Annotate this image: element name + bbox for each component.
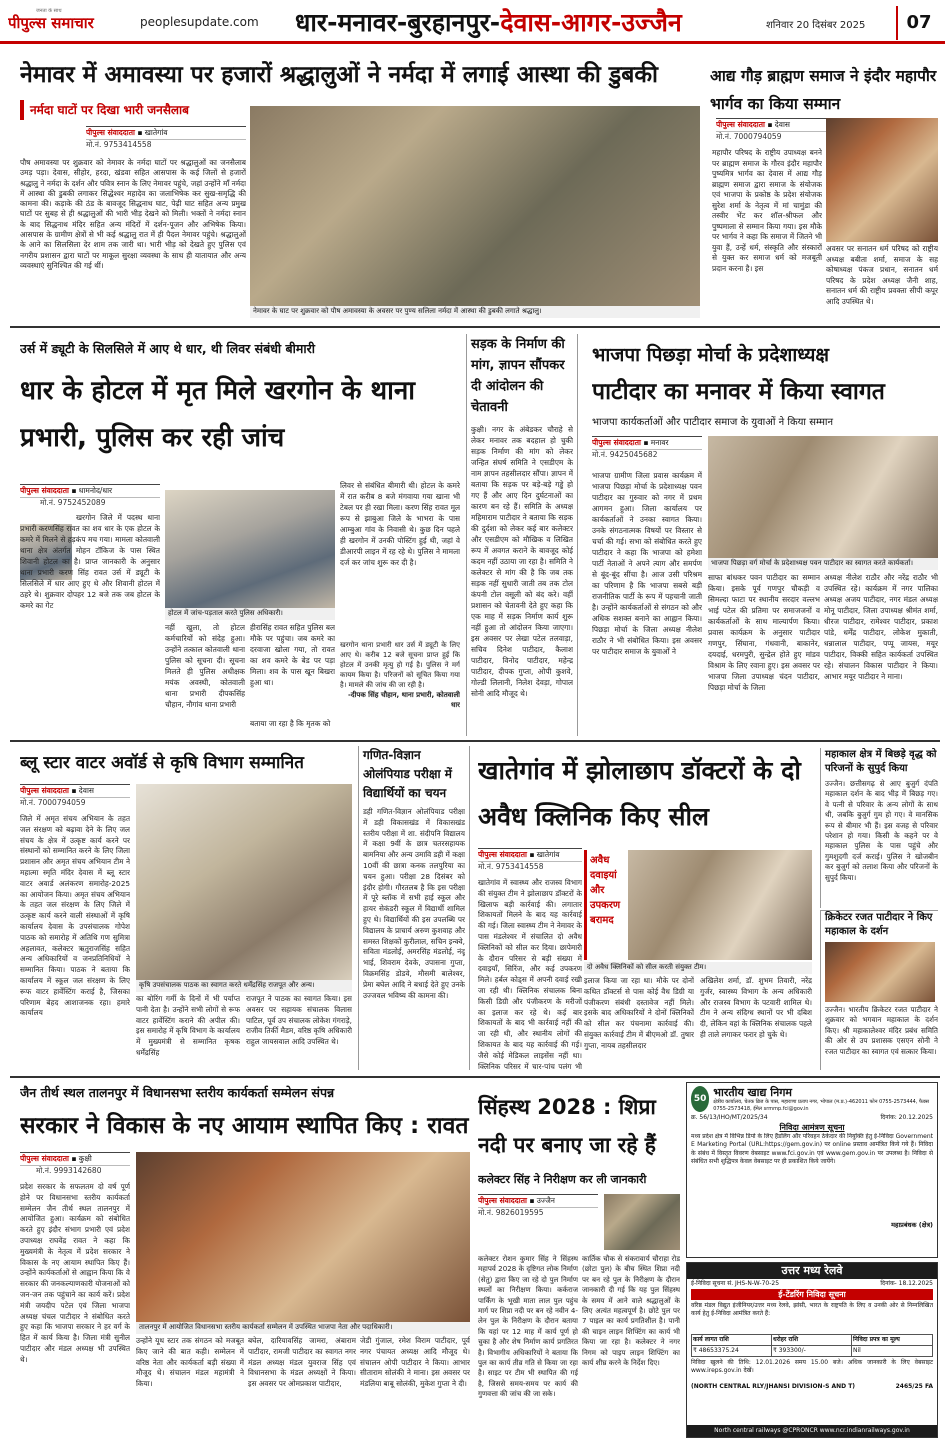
a4-headline: सड़क के निर्माण की मांग, ज्ञापन सौंपकर दी आंदोलन की चेतावनी: [471, 337, 565, 415]
a2-byline: पीपुल्स संवाददाता ▪ देवास: [716, 118, 826, 132]
a3-headline: धार के होटल में मृत मिले खरगोन के थाना प्रभारी, पुलिस कर रही जांच: [20, 376, 416, 453]
a3-caption: होटल में जांच-पड़ताल करते पुलिस अधिकारी।: [165, 608, 335, 620]
logo-tag: जनता के साथ: [36, 8, 62, 14]
a12-photo: [604, 1194, 680, 1250]
a11-kicker: जैन तीर्थ स्थल तालनपुर में विधानसभा स्तरीय कार्यकर्ता सम्मेलन संपन्न: [20, 1085, 335, 1100]
a2-phone: मो.नं. 7000794059: [716, 132, 782, 141]
a2-photo: [826, 118, 938, 242]
ad-railway-code: 2465/25 FA: [895, 1383, 933, 1390]
a8-byline: पीपुल्स संवाददाता ▪ खातेगांव: [478, 848, 582, 862]
a4-body: कुक्षी। नगर के अंबेडकर चौराहे से लेकर मनावर तक बदहाल हो चुकी सड़क निर्माण की मांग को लेकर जन्हित संघर्ष समिति ने एसडीएम के नाम ज्ञापन तहसीलदार सौंपा। ज्ञापन में बताया कि सड़क पर बड़े-बड़े गड्ढे हो गए हैं और आए दिन दुर्घटनाओं का कारण बन रहे हैं। समिति के अध्यक्ष महिमाराम पाटीदार ने बताया कि सड़क की दुर्दशा को लेकर कई बार कलेक्टर और एसडीएम को मौखिक व लिखित रूप में अवगत कराने के बावजूद कोई कदम नहीं उठाया जा रहा है। समिति ने कलेक्टर से मांग की है कि जब तक सड़क नहीं सुधारी जाती तब तक टोल कंपनी टोल वसूली को बंद करे। वहीं प्रशासन को चेतावनी देते हुए कहा कि एक माह में सड़क निर्माण कार्य शुरू नहीं हुआ तो आंदोलन किया जाएगा। इस अवसर पर लेखा पटेल तलवाड़ा, सचिव दिनेश पाटीदार, कैलाश पाटीदार, विनोद पाटीदार, महेन्द्र पाटीदार, दीपक गुप्ता, ओपी कुशवे, गोल्डी लिलानी, निलेश देवड़ा, गोपाल सोनी आदि मौजूद थे।: [471, 425, 573, 698]
ad-railway-refline: [687, 1279, 937, 1289]
a1-byline-name: पीपुल्स संवाददाता: [86, 128, 135, 137]
a8-byline-name: पीपुल्स संवाददाता: [478, 850, 527, 859]
a1-headline: नेमावर में अमावस्या पर हजारों श्रद्धालुओं ने नर्मदा में लगाई आस्था की डुबकी: [20, 62, 658, 88]
ad-railway-title: उत्तर मध्य रेलवे: [687, 1263, 937, 1279]
a3-byline: पीपुल्स संवाददाता ▪ धामनोद/धार: [20, 484, 160, 498]
a10-photo: [825, 942, 935, 1002]
a3-photo-hotel: [165, 490, 335, 608]
a1-phone: मो.नं. 9753414558: [86, 140, 152, 149]
a5-subhead: भाजपा कार्यकर्ताओं और पाटीदार समाज के युवाओं ने किया सम्मान: [592, 417, 834, 428]
a5-byline-place: मनावर: [650, 438, 669, 447]
a8-caption: दो अवैध क्लिनिकों को सील करती संयुक्त टीम।: [584, 962, 812, 974]
a12-byline-name: पीपुल्स संवाददाता: [478, 1196, 527, 1205]
masthead: [0, 0, 945, 44]
fci-logo-icon: 50: [691, 1086, 709, 1112]
ad-fci-ref: क्र. 56/13/IHO/MT/2025/34: [691, 1114, 768, 1121]
a9-headline: महाकाल क्षेत्र में बिछड़े वृद्ध को परिजनों के सुपुर्द किया: [825, 749, 937, 774]
a12-byline-place: उज्जैन: [536, 1196, 555, 1205]
a1-body: पौष अमावस्या पर शुक्रवार को नेमावर के नर्मदा घाटों पर श्रद्धालुओं का जनसैलाब उमड़ पड़ा। देवास, सीहोर, हरदा, खंडवा सहित आसपास के कई जिलों से हजारों श्रद्धालु ने नर्मदा के दर्शन और पवित्र स्नान के लिए नेमावर पहुंचे, जहां उन्होंने माँ नर्मदा में आस्था की डुबकी लगाकर सिद्धेश्वर महादेव का जलाभिषेक कर सुख-समृद्धि की कामना की। कड़ाके की ठंड के बावजूद सिद्धनाथ घाट, पेढ़ी घाट सहित अन्य प्रमुख घाटों पर सुबह से ही श्रद्धालुओं की भारी भीड़ देखने को मिली। भक्तों ने नर्मदा स्नान के बाद सिद्धनाथ मंदिर सहित अन्य मंदिरों में दर्शन-पूजन और अभिषेक किया। आसपास के ग्रामीण क्षेत्रों से भी कई श्रद्धालु रात में ही पैदल नेमावर पहुंचे। श्रद्धालुओं के आने का सिलसिला देर शाम तक जारी था। भारी भीड़ को देखते हुए पुलिस एवं नगरीय प्रशासन द्वारा घाटों पर माकूल सुरक्षा व्यवस्था के साथ ही यातायात और अन्य व्यवस्थाएं सुनिश्चित की गई थीं।: [20, 158, 246, 270]
issue-date: शनिवार 20 दिसंबर 2025: [766, 20, 866, 31]
ad-railway-col-emd: धरोहर राशि: [772, 1335, 852, 1346]
a11-headline: सरकार ने विकास के नए आयाम स्थापित किए : रावत: [20, 1113, 469, 1139]
a1-byline-place: खातेगांव: [144, 128, 168, 137]
a1-subhead: नर्मदा घाटों पर दिखा भारी जनसैलाब: [20, 100, 245, 120]
a2-body-2: अवसर पर सनातन धर्म परिषद को राष्ट्रीय अध्यक्ष बबीता शर्मा, समाज के सह कोषाध्यक्ष पंकज प्रधान, सनातन धर्म परिषद के प्रदेश अध्यक्ष जैनी शाह, सनातन धर्म की राष्ट्रीय प्रवक्ता सीपी कपूर आदि उपस्थित थे।: [826, 244, 938, 306]
ad-railway: [686, 1262, 938, 1438]
ad-railway-office: (NORTH CENTRAL RLY/JHANSI DIVISION-S AND T): [691, 1383, 856, 1390]
a4-box: [466, 334, 578, 736]
region-title-part2: देवास-आगर-उज्जैन: [500, 8, 682, 37]
a9-box: [820, 748, 938, 908]
a3-quote-text: खरगोन थाना प्रभारी धार उर्स में ड्यूटी के लिए आए थे। करीब 12 बजे सूचना प्राप्त हुई कि होटल में उनकी मृत्यु हो गई है। पुलिस ने मर्ग कायम किया है। परिजनों को सूचित किया गया है। मामले की जांच की जा रही है।: [340, 641, 460, 689]
a8-body-3: अखिलेश शर्मा, डॉ. शुभम तिवारी, नरेंद्र गुर्जर, स्वास्थ्य विभाग के अन्य अधिकारी और राजस्व विभाग के पटवारी शामिल थे। टीम ने अन्य संदिग्ध स्थानों पर भी दबिश दी, लेकिन वहां के क्लिनिक संचालक पहले ही ताले लगाकर फरार हो चुके थे।: [700, 976, 812, 1039]
a11-byline: पीपुल्स संवाददाता ▪ कुक्षी: [20, 1152, 130, 1166]
a8-body-1: खातेगांव में स्वास्थ्य और राजस्व विभाग की संयुक्त टीम ने झोलाछाप डॉक्टरों के खिलाफ बड़ी कार्रवाई की। लगातार शिकायतों मिलने के बाद यह कार्रवाई की गई। जिला स्वास्थ्य टीम ने नेमावर के पास मंडलेश्वर में संचालित दो अवैध क्लिनिकों को सील कर दिया। छापेमारी के दौरान परिसर से बड़ी संख्या में दवाइयाँ, सिरिंज, और कई उपकरण मिले। हर्बल कोड्स में अपनी दवाई रखी जा रही थी। क्लिनिक संचालक बिना किसी डिग्री और पंजीकरण के मरीजों का इलाज कर रहे थे। कई बार शिकायतों के बाद भी कार्रवाई नहीं की जा रही थी, और स्थानीय लोगों की शिकायत के बाद यह कार्रवाई की गई। जैसे कोई मेडिकल लाइसेंस नहीं था। क्लिनिक परिसर में चार-पांच पलंग भी: [478, 878, 582, 1070]
a6-body-3: राजपूत ने पाठक का स्वागत किया। इस अवसर पर सहायक संचालक विलास पाटिल, पूर्व उप संचालक लोकेश गंगराड़े, राजीव तिर्की मैडम, वरिष्ठ कृषि अधिकारी राहुल जायसवाल आदि उपस्थित थे।: [246, 994, 352, 1047]
a7-box: [358, 746, 470, 1070]
a5-headline-2: पाटीदार का मनावर में किया स्वागत: [592, 379, 885, 405]
a11-body-2: उन्होंने यूथ स्टार तक संगठन को मजबूत किए जाने की बात कही। सम्मेलन में वरिष्ठ नेता और कार्यकर्ता बड़ी संख्या में मौजूद थे। संचालन मंडल महामंत्री ने किया।: [136, 1336, 244, 1389]
a5-phone: मो.नं. 9425045682: [592, 450, 658, 459]
a3-body-4: हीरासिंह रावत सहित पुलिस बल मौके पर पहुंचा। जब कमरे का दरवाजा खोला गया, तो रावत का शव कमरे के बेड पर पड़ा मिला। शव के पास खून बिखरा हुआ था।: [250, 623, 335, 687]
a10-box: [820, 910, 938, 1070]
row3-rule: [10, 1076, 940, 1078]
a6-phone: मो.नं. 7000794059: [20, 798, 86, 807]
ad-railway-col-cost: कार्य लागत राशि: [692, 1335, 772, 1346]
ad-railway-office-line: [687, 1383, 937, 1391]
a3-body-1: खरगोन जिले में पदस्थ थाना प्रभारी करणसिंह रावत का शव धार के एक होटल के कमरे में मिलने से हड़कंप मच गया। मामला कोतवाली थाना क्षेत्र अंतर्गत मोहन टॉकिज के पास स्थित शिवानी होटल का है। प्राप्त जानकारी के अनुसार थाना प्रभारी करण सिंह रावत उर्स में ड्यूटी के सिलसिले में धार आए हुए थे और शिवानी होटल में ठहरे थे। शुक्रवार दोपहर 12 बजे तक जब होटल के कमरे का गेट: [20, 513, 160, 610]
a5-byline: पीपुल्स संवाददाता ▪ मनावर: [592, 436, 702, 450]
a5-byline-name: पीपुल्स संवाददाता: [592, 438, 641, 447]
a6-caption: कृषि उपसंचालक पाठक का स्वागत करते धर्मेंद्रसिंह राजपूत और अन्य।: [136, 980, 352, 992]
a11-body-4: जेडी गुंजाल, रमेश विराम पाटीदार, पूर्व नगर पंचायत अध्यक्ष आदि मौजूद थे। संचालन ओपी पाटीदार ने किया। आभार सीताराम सोलंकी ने माना। इस अवसर पर मंडलिया बाबू सोलंकी, मुकेश गुप्ता ने दी।: [360, 1336, 470, 1389]
a12-headline: सिंहस्थ 2028 : शिप्रा नदी पर बनाए जा रहे हैं: [478, 1095, 656, 1157]
a11-phone: मो.नं. 9993142680: [36, 1166, 102, 1175]
logo: [8, 8, 133, 38]
a5-photo: [708, 436, 938, 558]
a11-body-1: प्रदेश सरकार के सफलतम दो वर्ष पूर्ण होने पर विधानसभा स्तरीय कार्यकर्ता सम्मेलन जैन तीर्थ स्थल तालनपुर में आयोजित हुआ। कार्यक्रम को संबोधित करते हुए इंदौर संभाग प्रभारी एवं प्रदेश उपाध्यक्ष राघवेंद्र रावत ने कहा कि मुख्यमंत्री के नेतृत्व में प्रदेश सरकार ने विकास के नए आयाम स्थापित किए हैं। उन्होंने कार्यकर्ताओं से आह्वान किया कि वे सरकार की जनकल्याणकारी योजनाओं को जन-जन तक पहुंचाने का कार्य करें। प्रदेश मंत्री जयदीप पटेल एवं जिला भाजपा अध्यक्ष चंचल पाटीदार ने संबोधित करते हुए कहा कि भाजपा सरकार ने हर वर्ग के हित में कार्य किया है। जिला मंत्री सुनील पाटीदार और मंडल अध्यक्ष भी उपस्थित थे।: [20, 1182, 130, 1364]
a12-byline: पीपुल्स संवाददाता ▪ उज्जैन: [478, 1194, 598, 1208]
a8-byline-place: खातेगांव: [536, 850, 560, 859]
a8-phone: मो.नं. 9753414558: [478, 862, 544, 871]
a5-headline-1: भाजपा पिछड़ा मोर्चा के प्रदेशाध्यक्ष: [592, 344, 830, 366]
ad-railway-social: North central railways @CPRONCR www.ncr.indianrailways.gov.in: [687, 1425, 937, 1437]
ad-fci-sign: महाप्रबंधक (क्षेत्र): [891, 1221, 933, 1229]
a3-quote-author: -दीपक सिंह चौहान, थाना प्रभारी, कोतवाली धार: [347, 691, 460, 709]
a8-photo: [628, 850, 812, 960]
page-number: 07: [896, 6, 940, 40]
a6-body-1: जिले में अमृत संचय अभियान के तहत जल संरक्षण को बढ़ावा देने के लिए जल संचय के क्षेत्र में उत्कृष्ट कार्य करने पर संस्थानों को सम्मानित करने के लिए जिला प्रशासन और अमृत संचय अभियान टीम ने महात्मा स्मृति मंदिर देवास में ब्लू स्टार वाटर अवार्ड अलंकरण समारोह-2025 का आयोजन किया। अमृत संचय अभियान के तहत जल संरक्षण के लिए जिले में उत्कृष्ट कार्य करने वाली संस्थाओं में कृषि कार्यालय देवास के उपसंचालक गोपेश पाठक को समारोह में अतिथि गण सुमित्रा अहलावत, कलेक्टर ऋतुराजसिंह सहित अन्य अधिकारियों व जनप्रतिनिधियों ने सम्मानित किया। पाठक ने बताया कि कार्यालय में स्कूल जल संरक्षण के लिए रूफ वाटर हार्वेस्टिंग कराई है, जिसका परिणाम बेहद आशाजनक रहा। हमारे कार्यालय: [20, 814, 130, 1018]
ad-fci: [686, 1082, 938, 1258]
a6-byline-name: पीपुल्स संवाददाता: [20, 786, 69, 795]
ad-fci-notice: निविदा आमंत्रण सूचना: [779, 1123, 845, 1132]
ad-railway-val-emd: ₹ 393300/-: [772, 1346, 852, 1356]
a11-byline-name: पीपुल्स संवाददाता: [20, 1154, 69, 1163]
a7-body: डही गणित-विज्ञान ओलंपियाड परीक्षा में डही विकासखंड में विकासखंड स्तरीय परीक्षा में शा. संदीपनि विद्यालय में कक्षा 9वीं के छात्र चतरसहायक बामनिया और अन्य उमावि डही में कक्षा 10वीं की छात्रा कनक तलपुरिया का चयन हुआ। परीक्षा 28 दिसंबर को इंदौर होगी। गौरतलब है कि इस परीक्षा में पूरे ब्लॉक में सभी हाई स्कूल और हायर सेकंडरी स्कूल में विद्यार्थी शामिल हुए थे। विद्यार्थियों की इस उपलब्धि पर विद्यालय के प्राचार्य अरुण कुशवाह और समस्त शिक्षकों कुरीलाल, सचिन इन्क्वे, सविता मंडलोई, अमरसिंह मंडलोई, नंदू भाई, शिवराम देवके, उपासना गुप्ता, विक्रमसिंह डोडवे, मौसमी बालेश्वर, प्रेमा बघेल आदि ने बधाई देते हुए उनके उज्जवल भविष्य की कामना की।: [363, 807, 465, 1000]
a10-body: उज्जैन। भारतीय क्रिकेटर रजत पाटीदार ने शुक्रवार को भगवान महाकाल के दर्शन किए। श्री महाकालेश्वर मंदिर प्रबंध समिति की ओर से उप प्रशासक एसएन सोनी ने रजत पाटीदार का स्वागत एवं सत्कार किया।: [825, 1005, 938, 1056]
a2-byline-name: पीपुल्स संवाददाता: [716, 120, 765, 129]
a12-phone: मो.नं. 9826019595: [478, 1208, 544, 1217]
region-title-part1: धार-मनावर-बुरहानपुर-: [295, 8, 501, 37]
a9-body: उज्जैन। छत्तीसगढ़ से आए बुजुर्ग दंपति महाकाल दर्शन के बाद भीड़ में बिछड़ गए। वे पत्नी से परिवार के अन्य लोगों के साथ थी, जबकि बुजुर्ग गुम हो गए। वे मानसिक रूप से बीमार भी हैं। इस वजह से परिवार परेशान हो गया। किसी के कहने पर वे महाकाल पुलिस के पास पहुंचे और गुमशुदगी दर्ज कराई। पुलिस ने खोजबीन कर बुजुर्ग को तलाश किया और परिजनों के सुपुर्द किया।: [825, 779, 938, 882]
ad-fci-header: [691, 1086, 933, 1112]
a6-byline: पीपुल्स संवाददाता ▪ देवास: [20, 784, 130, 798]
a2-byline-place: देवास: [774, 120, 790, 129]
logo-text: पीपुल्स समाचार: [8, 14, 94, 32]
ad-railway-text: वरिष्ठ मंडल विद्युत इंजीनियर/उत्तर मध्य रेलवे, झांसी, भारत के राष्ट्रपति के लिए व उनकी ओर से निम्नलिखित कार्य हेतु ई-निविदा आमंत्रित करते हैं:: [691, 1302, 933, 1317]
ad-railway-val-cost: ₹ 48653375.24: [692, 1346, 772, 1356]
a6-byline-place: देवास: [78, 786, 94, 795]
a3-body-3: लिवर से संबंधित बीमारी थी। होटल के कमरे में रात करीब 8 बजे मंगवाया गया खाना भी टेबल पर ही रखा मिला। करण सिंह रावत मूल रूप से झाबुआ जिले के भाभरा के पास आम्बुआ गांव के निवासी थे। कुछ दिन पहले ही खरगोन में उनकी पोस्टिंग हुई थी, जहां वे डीआरपी लाइन में रह रहे थे। पुलिस ने मामला दर्ज कर जांच शुरू कर दी है।: [340, 481, 460, 567]
a6-headline: ब्लू स्टार वाटर अवॉर्ड से कृषि विभाग सम्मानित: [20, 753, 304, 773]
ad-railway-col-fee: निविदा प्रपत्र का मूल्य: [852, 1335, 932, 1346]
ad-fci-text: मध्य प्रदेश क्षेत्र में विभिन्न डिपो के लिए हैंडलिंग और परिवहन ठेकेदार की नियुक्ति हेतु ई-निविदा Government E Marketing Portal (URL:https://gem.gov.in) पर online प्रस्ताव आमंत्रित किये गये हैं। निविदा के संबंध में विस्तृत विवरण वेबसाइट www.fci.gov.in एवं www.gem.gov.in पर उपलब्ध है। निविदा से संबंधित सभी शुद्धिपत्र केवल वेबसाइट पर ही प्रकाशित किये जायेंगे।: [691, 1133, 933, 1166]
ad-railway-date: दिनांक- 18.12.2025: [880, 1280, 933, 1287]
a10-headline: क्रिकेटर रजत पाटीदार ने किए महाकाल के दर्शन: [825, 912, 933, 937]
a1-photo-crowd: [250, 106, 700, 306]
a11-photo: [136, 1152, 470, 1322]
a12-subhead: कलेक्टर सिंह ने निरीक्षण कर ली जानकारी: [478, 1173, 647, 1186]
a11-caption: तालनपुर में आयोजित विधानसभा स्तरीय कार्यकर्ता सम्मेलन में उपस्थित भाजपा नेता और पदाधिकारी।: [136, 1322, 470, 1334]
a3-phone: मो.नं. 9752452089: [40, 498, 106, 507]
ad-railway-footer: निविदा खुलने की तिथि: 12.01.2026 समय 15.00 बजे। अधिक जानकारी के लिए वेबसाइट www.ireps.gov.in देखें।: [691, 1359, 933, 1374]
ad-fci-title: भारतीय खाद्य निगम: [713, 1086, 793, 1099]
ad-fci-date: दिनांक: 20.12.2025: [880, 1114, 933, 1121]
a5-caption: भाजपा पिछड़ा वर्ग मोर्चा के प्रदेशाध्यक्ष पवन पाटीदार का स्वागत करते कार्यकर्ता।: [708, 558, 938, 570]
a2-body-1: महापौर परिषद के राष्ट्रीय उपाध्यक्ष बनने पर ब्राह्मण समाज के गौरव इंदौर महापौर पुष्यमित्र भार्गव का देवास में आद्य गौड़ ब्राह्मण समाज द्वारा समाज के संयोजक एवं भाजपा के प्रकोष्ठ के प्रदेश संयोजक सुरेश शर्मा के नेतृत्व में मां चामुंडा की तस्वीर भेंट कर शॉल-श्रीफल और पुष्पमाला से सम्मान किया गया। इस मौके पर भार्गव ने कहा कि समाज में जितने भी युवा हैं, उन्हें धर्म, संस्कृति और संस्कारों से युक्त कर समाज धर्म को मजबूती प्रदान करना है। इस: [712, 148, 822, 273]
a6-photo: [136, 784, 352, 980]
ad-railway-heading: ई-टेंडरिंग निविदा सूचना: [691, 1289, 933, 1300]
a8-body-2: इलाज किया जा रहा था। मौके पर दोनों कथित डॉक्टर्स से पास कोई वैध डिग्री या पंजीकरण संबंधी दस्तावेज नहीं मिले। इसके बाद अधिकारियों ने दोनों क्लिनिकों को सील कर पंचनामा कार्रवाई की। संयुक्त कार्रवाई टीम में बीएमओ डॉ. तुषार गुप्ता, नायब तहसीलदार: [584, 976, 694, 1050]
region-banner: [295, 4, 735, 42]
a3-kicker: उर्स में ड्यूटी के सिलसिले में आए थे धार, थी लिवर संबंधी बीमारी: [20, 341, 315, 356]
ad-railway-eno: ई-निविदा सूचना सं. JHS-N-W-70-25: [691, 1280, 780, 1287]
a3-body-5: बताया जा रहा है कि मृतक को: [250, 719, 331, 728]
a5-body-1: भाजपा ग्रामीण जिला प्रवास कार्यक्रम में भाजपा पिछड़ा मोर्चा के प्रदेशाध्यक्ष पवन पाटीदार का गुरुवार को नगर में प्रथम आगमन हुआ। जिला कार्यालय पर कार्यकर्ताओं ने उनका स्वागत किया। उनके संगठनात्मक विषयों पर विस्तार से चर्चा की गई। सभा को संबोधित करते हुए पाटीदार ने कहा कि भाजपा को हमेशा पार्टी नेताओं ने अपने त्याग और समर्पण से बूंद-बूंद सींचा है। आज उसी परिश्रम का परिणाम है कि भाजपा सबसे बड़ी राजनीतिक पार्टी के रूप में पहचानी जाती है। उन्होंने कार्यकर्ताओं से संगठन को और अधिक सशक्त बनाने का आह्वान किया। पिछड़ा मोर्चा के जिला अध्यक्ष नीलेश राठौर ने भी संबोधित किया। इस अवसर पर पाटीदार समाज के युवाओं ने: [592, 471, 702, 656]
a12-body-2: कार्तिक चौक से संकरावार्य चौराहा रोड (छोटा पुल) के बीच स्थित शिप्रा नदी पर बन रहे पुल के निरीक्षण के दौरान जानकारी दी गई कि यह पुल सिंहस्थ के समय में आने वाले श्रद्धालुओं के लिए अत्यंत महत्वपूर्ण है। छोटे पुल पर 7 पाइल का कार्य प्रगतिशील है। पानी की चाइन लाइन शिफ्टिंग का कार्य भी किया जा रहा है। कलेक्टर ने नगर निगम को पाइप लाइन शिफ्टिंग का कार्य शीघ्र करने के निर्देश दिए।: [582, 1254, 680, 1368]
ad-fci-address: क्षेत्रीय कार्यालय, चेतक ब्रिज के पास, महाराणा प्रताप नगर, भोपाल (म.प्र.)-462011 फोन 0755-2573444, फैक्स 0755-2573418, ईमेल srmmp.fci@gov.in: [713, 1099, 929, 1112]
row2-rule: [10, 740, 940, 742]
a8-headline: खातेगांव में झोलाछाप डॉक्टरों के दो अवैध क्लिनिक किए सील: [478, 756, 801, 831]
a11-body-3: बघेल, दारियावसिंह जामरा, अंबाराम पाटीदार, रामजी पाटीदार का स्वागत नगर मंडल अध्यक्ष मंडल युवराज सिंह एवं विधानसभा के मंडल अध्यक्षों ने किया। इस अवसर पर ओमप्रकाश पाटीदार,: [248, 1336, 356, 1389]
row1-rule: [10, 326, 940, 328]
a5-body-3: अध्यक्ष नीलेश राठौर और नरेंद्र राठौर भी उपस्थित रहे। कार्यक्रम में नगर पालिका अध्यक्ष अजय पाटीदार, नगर मंडल अध्यक्ष मोनू पाटीदार, जिला उपाध्यक्ष श्रीमंत शर्मा, धीरज पाटीदार, रामेश्वर पाटीदार, प्रकाश पांडे, धर्मेंद्र पाटीदार, लोकेश मुकाती, धन्नालाल पाटीदार, पप्पू जायस, मयूर पाटीदार, विक्की सहित कार्यकर्ता उपस्थित रहे। संचालन विकास पाटीदार ने किया। आभार मयूर पाटीदार ने माना।: [824, 573, 938, 681]
a1-caption: नेमावर के घाट पर शुक्रवार को पौष अमावस्या के अवसर पर पुण्य सलिला नर्मदा में आस्था की डुबकी लगाते श्रद्धालु।: [250, 306, 700, 318]
a11-byline-place: कुक्षी: [78, 1154, 92, 1163]
a12-body-1: कलेक्टर रोशन कुमार सिंह ने सिंहस्थ महापर्व 2028 के दृष्टिगत लोक निर्माण (सेतु) द्वारा किए जा रहे दो पुल निर्माण स्थलों का निरीक्षण किया। कर्कराज पार्किंग के भूखी माता लाल पुल पहुंच मार्ग पर शिप्रा नदी पर बन रहे नवीन 4-लेन पुल के निरीक्षण के दौरान बताया कि यहां पर 12 माह में कार्य पूर्ण हो चुका है और शेष निर्माण कार्य प्रगतिरत है। विभागीय अधिकारियों ने बताया कि पुल का कार्य तीव्र गति से किया जा रहा है। साइट पर टीम भी स्थापित की गई है, जिससे समय-समय पर कार्य की गुणवत्ता की जांच की जा सके।: [478, 1254, 578, 1399]
a3-quote: [340, 640, 460, 732]
ad-fci-refline: [691, 1114, 933, 1122]
website: peoplesupdate.com: [140, 15, 259, 29]
a2-headline: आद्य गौड़ ब्राह्मण समाज ने इंदौर महापौर भार्गव का किया सम्मान: [710, 67, 937, 113]
a7-headline: गणित-विज्ञान ओलंपियाड परीक्षा में विद्यार्थियों का चयन: [363, 748, 452, 800]
a8-callout: अवैध दवाइयां और उपकरण बरामद: [584, 850, 624, 960]
a6-body-2: का बोरिंग गर्मी के दिनों में भी पर्याप्त पानी देता है। उन्होंने सभी लोगों से रूफ वाटर हार्वेस्टिंग कराने की अपील की। इस समारोह में कृषि विभाग के कार्यालय में मुख्यमंत्री से सम्मानित कृषक धर्मेंद्रसिंह: [136, 994, 240, 1057]
a3-byline-place: धामनोद/धार: [78, 486, 113, 495]
a3-byline-name: पीपुल्स संवाददाता: [20, 486, 69, 495]
ad-railway-val-fee: Nil: [853, 1347, 861, 1354]
a5-body-2: साफा बांधकर पवन पाटीदार का सम्मान किया। इसके पूर्व गणपुर चौकड़ी व सिमल्दा फाटा पर स्थानीय सरदार वल्लभ भाई पटेल की प्रतिमा पर समाजजनों व कार्यकर्ताओं के साथ माल्यार्पण किया। प्रवास कार्यक्रम के अनुसार पाटीदार गणपुर, सिंघाना, गंधवानी, बाकानेर, दयदाई, धरमपुरी, सुन्द्रेल होते हुए मांडव विश्राम के लिए रवाना हुए। इस अवसर पर भाजपा जिला उपाध्यक्ष चंदन पाटीदार, पिछड़ा मोर्चा के जिला: [708, 573, 820, 692]
a3-body-2: नहीं खुला, तो होटल कर्मचारियों को संदेह हुआ। उन्होंने तत्काल कोतवाली थाना पुलिस को सूचना दी। सूचना मिलते ही पुलिस अधीक्षक मयंक अवस्थी, कोतवाली थाना प्रभारी दीपकसिंह चौहान, नौगांव थाना प्रभारी: [165, 623, 245, 709]
a1-byline: पीपुल्स संवाददाता ▪ खातेगांव: [86, 126, 246, 140]
ad-railway-table: [691, 1334, 933, 1357]
